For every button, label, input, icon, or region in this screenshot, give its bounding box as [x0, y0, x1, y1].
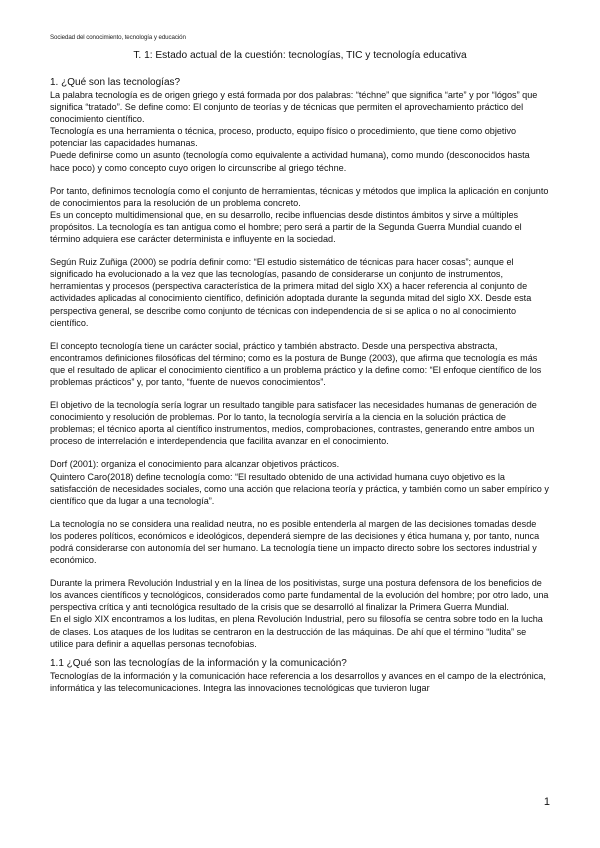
paragraph: Es un concepto multidimensional que, en su desarrollo, recibe influencias desde distintos ámbitos y sirve a múltiples propósitos. La tecnología es tan antigua como el hombre; pero será a partir de la Segunda Guerra Mundial cuando el término adquiera ese carácter determinista e influyente en la sociedad. — [50, 209, 522, 245]
page-number: 1 — [543, 796, 550, 808]
document-title: T. 1: Estado actual de la cuestión: tecnologías, TIC y tecnología educativa — [133, 50, 467, 61]
paragraph: Quintero Caro(2018) define tecnología como: “El resultado obtenido de una actividad humana cuyo objetivo es la satisfacción de necesidades sociales, como una acción que relaciona teoría y práctica, y también como un saber empírico y científico que da lugar a una tecnología”. — [50, 471, 549, 506]
paragraph: El concepto tecnología tiene un carácter social, práctico y también abstracto. Desde una perspectiva abstracta, encontramos definiciones filosóficas del término; como es la postura de Bunge (2003), que afirma que tecnología es más que el resultado de aplicar el conocimiento científico a un problema práctico y la define como: “El enfoque científico de los problemas prácticos” y, por tanto, “fuente de nuevos conocimientos”. — [50, 340, 542, 387]
paragraph: En el siglo XIX encontramos a los luditas, en plena Revolución Industrial, pero su filosofía se centra sobre todo en la lucha de clases. Los ataques de los luditas se centraron en la destrucción de las máquinas. De ahí que el término “ludita” se utilice para definir a aquellas personas tecnofobias. — [50, 614, 543, 649]
section-heading-1: 1. ¿Qué son las tecnologías? — [50, 77, 181, 88]
paragraph: Según Ruiz Zuñiga (2000) se podría definir como: “El estudio sistemático de técnicas para hacer cosas”; aunque el significado ha evolucionado a la vez que las tecnologías, pasando de considerarse un conjunto de instrumentos, herramientas y procesos (perspectiva característica de la primera mitad del siglo XX) a hacer referencia al conjunto de actividades aplicadas al conocimiento científico, definición adoptada durante la segunda mitad del siglo XX. Desde esta perspectiva general, se describe como conjunto de técnicas con independencia de si se aplica o no al conocimiento científico. — [50, 257, 532, 328]
paragraph: El objetivo de la tecnología sería lograr un resultado tangible para satisfacer las necesidades humanas de generación de conocimiento y resolución de problemas. Por lo tanto, la tecnología serviría a la ciencia en la solución práctica de problemas; el técnico aporta al científico instrumentos, medios, comprobaciones, contrastes, generando entre ambos un proceso de interrelación e interdependencia que facilita avanzar en el conocimiento. — [50, 400, 537, 447]
paragraph: Tecnología es una herramienta o técnica, proceso, producto, equipo físico o procedimiento, que tiene como objetivo potenciar las capacidades humanas. — [50, 126, 517, 149]
document-body — [50, 76, 550, 694]
paragraph: La palabra tecnología es de origen griego y está formada por dos palabras: “téchne” que significa “arte” y por “lógos” que significa “tratado”. Se define como: El conjunto de teorías y de técnicas que permiten el aprovechamiento práctico del conocimiento científico. — [50, 90, 538, 125]
paragraph: La tecnología no se considera una realidad neutra, no es posible entenderla al margen de las decisiones tomadas desde los poderes políticos, económicos e ideológicos, dependerá siempre de las decisiones y ética humana y, por tanto, nunca podrá considerarse con autonomía del ser humano. La tecnología tiene un impacto directo sobre los sectores industrial y económico. — [50, 518, 540, 566]
paragraph: Por tanto, definimos tecnología como el conjunto de herramientas, técnicas y métodos que implica la aplicación en conjunto de conocimientos para la resolución de un problema concreto. — [50, 185, 549, 208]
paragraph: Puede definirse como un asunto (tecnología como equivalente a actividad humana), como mundo (desconocidos hasta hace poco) y como concepto cuyo origen lo circunscribe al griego téchne. — [50, 150, 530, 173]
paragraph: Tecnologías de la información y la comunicación hace referencia a los desarrollos y avances en el campo de la electrónica, informática y las telecomunicaciones. Integra las innovaciones tecnológicas que tuvieron lugar — [50, 670, 546, 693]
paragraph: Dorf (2001): organiza el conocimiento para alcanzar objetivos prácticos. — [50, 459, 340, 470]
paragraph: Durante la primera Revolución Industrial y en la línea de los positivistas, surge una postura defensora de los beneficios de los avances científicos y tecnológicos, considerados como parte fundamental de la evolución del hombre; por otro lado, una perspectiva crítica y anti tecnológica resultado de la crisis que se desarrolló al finalizar la Primera Guerra Mundial. — [50, 578, 549, 613]
running-head: Sociedad del conocimiento, tecnología y educación — [50, 34, 186, 41]
section-heading-1-1: 1.1 ¿Qué son las tecnologías de la información y la comunicación? — [50, 657, 347, 669]
